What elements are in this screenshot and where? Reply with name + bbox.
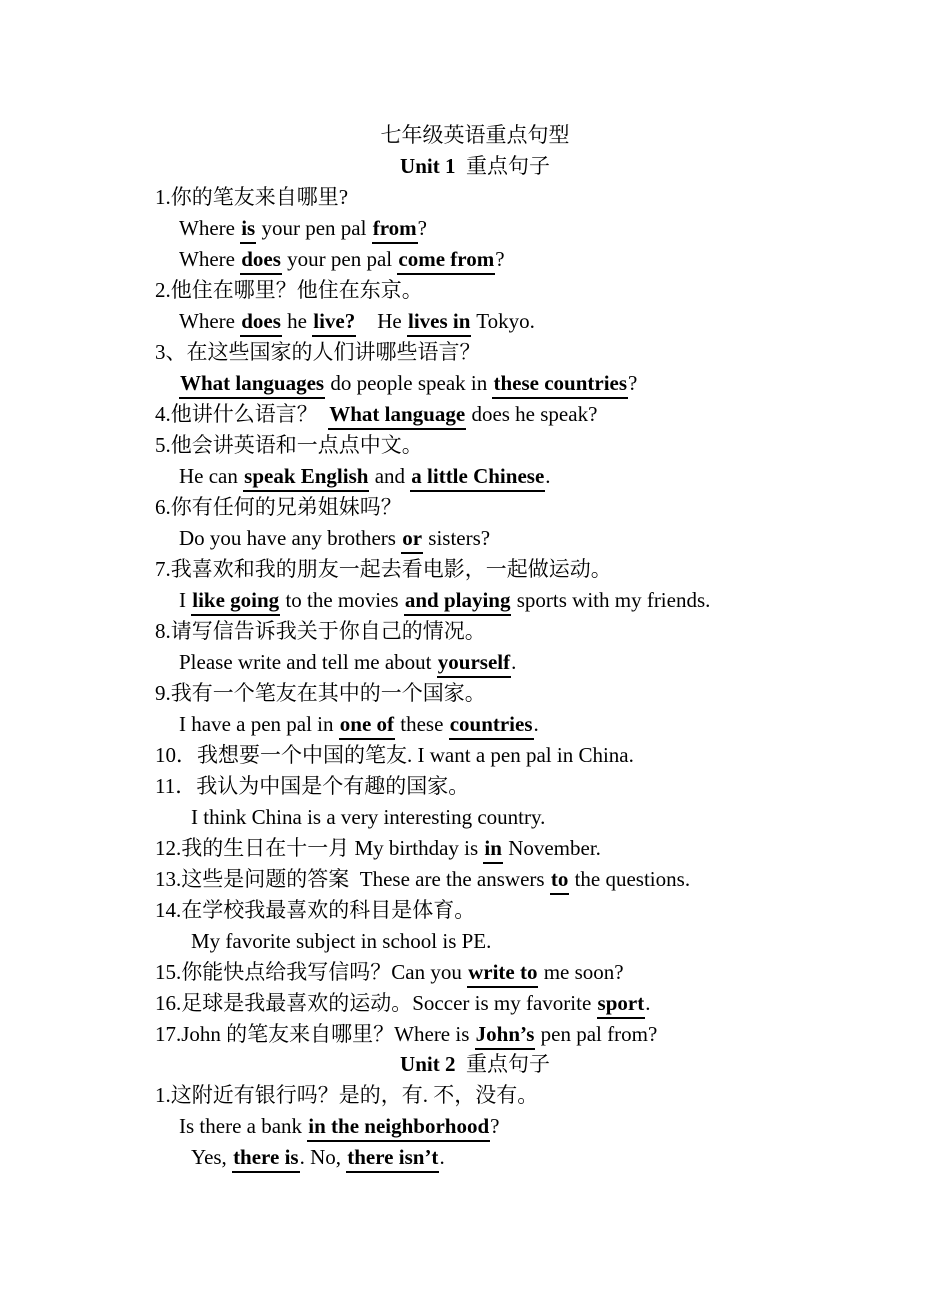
sentence-text: ? (628, 371, 638, 395)
sentence-text: 10．我想要一个中国的笔友. I want a pen pal in China. (155, 743, 634, 767)
key-phrase: is (240, 216, 256, 244)
sentence-line (155, 865, 690, 893)
sentence-text: the questions. (569, 867, 691, 891)
sentence-line (155, 741, 634, 769)
sentence-text: November. (502, 836, 601, 860)
sentence-text: your pen pal (256, 216, 372, 240)
sentence-line (155, 896, 475, 924)
sentence-line (155, 679, 486, 707)
sentence-text: Where (179, 247, 241, 271)
sentence-line (155, 1020, 657, 1048)
sentence-text: 4.他讲什么语言？ (155, 402, 329, 426)
key-phrase: like going (191, 588, 280, 616)
sentence-text: ? (490, 1114, 500, 1138)
sentence-text: Do you have any brothers (179, 526, 402, 550)
key-phrase: yourself (437, 650, 511, 678)
key-phrase: or (401, 526, 423, 554)
sentence-line (155, 617, 486, 645)
sentence-text: Is there a bank (179, 1114, 308, 1138)
unit2-heading (0, 1050, 950, 1078)
unit2-heading-rest: 重点句子 (465, 1052, 550, 1076)
sentence-text: I (179, 588, 192, 612)
sentence-line (155, 493, 402, 521)
sentence-text: My favorite subject in school is PE. (191, 929, 492, 953)
sentence-text: do people speak in (325, 371, 493, 395)
sentence-line (179, 1112, 500, 1140)
key-phrase: What languages (179, 371, 325, 399)
key-phrase: does (240, 247, 282, 275)
sentence-line (179, 307, 535, 335)
sentence-line (155, 400, 597, 428)
sentence-text: Yes, (191, 1145, 233, 1169)
sentence-line (179, 710, 539, 738)
sentence-text: 12.我的生日在十一月 My birthday is (155, 836, 484, 860)
key-phrase: in the neighborhood (307, 1114, 490, 1142)
sentence-text: ? (495, 247, 505, 271)
sentence-line (191, 1143, 445, 1171)
sentence-line (155, 431, 423, 459)
sentence-text: ? (417, 216, 427, 240)
sentence-line (179, 245, 505, 273)
sentence-text: 13.这些是问题的答案 These are the answers (155, 867, 550, 891)
sentence-text: Where (179, 309, 241, 333)
sentence-line (179, 648, 516, 676)
key-phrase: in (483, 836, 503, 864)
sentence-text: . (545, 464, 551, 488)
sentence-text: 1.这附近有银行吗？是的，有. 不，没有。 (155, 1083, 539, 1107)
sentence-line (155, 276, 423, 304)
sentence-text: 14.在学校我最喜欢的科目是体育。 (155, 898, 476, 922)
key-phrase: these countries (492, 371, 628, 399)
sentence-text: . (645, 991, 651, 1015)
sentence-text: . (439, 1145, 445, 1169)
key-phrase: live? (312, 309, 356, 337)
sentence-line (179, 462, 551, 490)
sentence-text: 5.他会讲英语和一点点中文。 (155, 433, 423, 457)
key-phrase: there isn’t (346, 1145, 439, 1173)
sentence-line (179, 586, 710, 614)
sentence-line (155, 338, 481, 366)
sentence-text: . No, (299, 1145, 347, 1169)
key-phrase: from (372, 216, 418, 244)
sentence-line (179, 524, 490, 552)
sentence-text: your pen pal (281, 247, 398, 271)
unit1-heading (0, 152, 950, 180)
sentence-text: Where (179, 216, 241, 240)
sentence-text: 15.你能快点给我写信吗？Can you (155, 960, 468, 984)
key-phrase: speak English (243, 464, 369, 492)
sentence-text: 16.足球是我最喜欢的运动。Soccer is my favorite (155, 991, 597, 1015)
key-phrase: countries (449, 712, 534, 740)
sentence-line (155, 772, 469, 800)
sentence-text: does he speak? (466, 402, 598, 426)
sentence-text: I think China is a very interesting country. (191, 805, 546, 829)
sentence-text: He (356, 309, 407, 333)
sentence-text: 6.你有任何的兄弟姐妹吗？ (155, 495, 402, 519)
sentence-text: he (281, 309, 313, 333)
sentence-text: and (369, 464, 411, 488)
sentence-text: I have a pen pal in (179, 712, 339, 736)
key-phrase: and playing (404, 588, 512, 616)
sentence-line (155, 555, 612, 583)
key-phrase: John’s (475, 1022, 536, 1050)
key-phrase: does (240, 309, 282, 337)
sentence-text: pen pal from? (535, 1022, 658, 1046)
key-phrase: sport (597, 991, 646, 1019)
key-phrase: lives in (407, 309, 471, 337)
document-title: 七年级英语重点句型 (380, 123, 570, 147)
sentence-line (155, 183, 348, 211)
sentence-text: these (395, 712, 449, 736)
sentence-text: . (511, 650, 517, 674)
sentence-text: 3、在这些国家的人们讲哪些语言？ (155, 340, 481, 364)
unit1-heading-rest: 重点句子 (465, 154, 550, 178)
sentence-line (155, 958, 624, 986)
unit1-heading-bold: Unit 1 (400, 154, 456, 178)
sentence-text: 17.John 的笔友来自哪里？Where is (155, 1022, 475, 1046)
sentence-line (191, 927, 491, 955)
key-phrase: What language (328, 402, 466, 430)
sentence-text: 2.他住在哪里？他住在东京。 (155, 278, 423, 302)
sentence-text: sports with my friends. (511, 588, 711, 612)
sentence-text: to the movies (280, 588, 404, 612)
sentence-text: 8.请写信告诉我关于你自己的情况。 (155, 619, 486, 643)
sentence-text: . (533, 712, 539, 736)
key-phrase: there is (232, 1145, 300, 1173)
unit2-heading-bold: Unit 2 (400, 1052, 456, 1076)
sentence-text: He can (179, 464, 244, 488)
key-phrase: write to (467, 960, 538, 988)
sentence-text: 1.你的笔友来自哪里? (155, 185, 349, 209)
sentence-text: me soon? (538, 960, 624, 984)
sentence-text: 7.我喜欢和我的朋友一起去看电影，一起做运动。 (155, 557, 612, 581)
key-phrase: a little Chinese (410, 464, 545, 492)
sentence-line (155, 1081, 538, 1109)
sentence-text: 11．我认为中国是个有趣的国家。 (155, 774, 470, 798)
key-phrase: to (550, 867, 570, 895)
key-phrase: one of (339, 712, 395, 740)
sentence-text: Please write and tell me about (179, 650, 437, 674)
sentence-text: 9.我有一个笔友在其中的一个国家。 (155, 681, 486, 705)
sentence-line (191, 803, 545, 831)
sentence-line (179, 214, 427, 242)
sentence-line (179, 369, 637, 397)
sentence-line (155, 834, 601, 862)
sentence-text: sisters? (423, 526, 491, 550)
sentence-text: Tokyo. (471, 309, 535, 333)
sentence-line (155, 989, 650, 1017)
key-phrase: come from (397, 247, 495, 275)
